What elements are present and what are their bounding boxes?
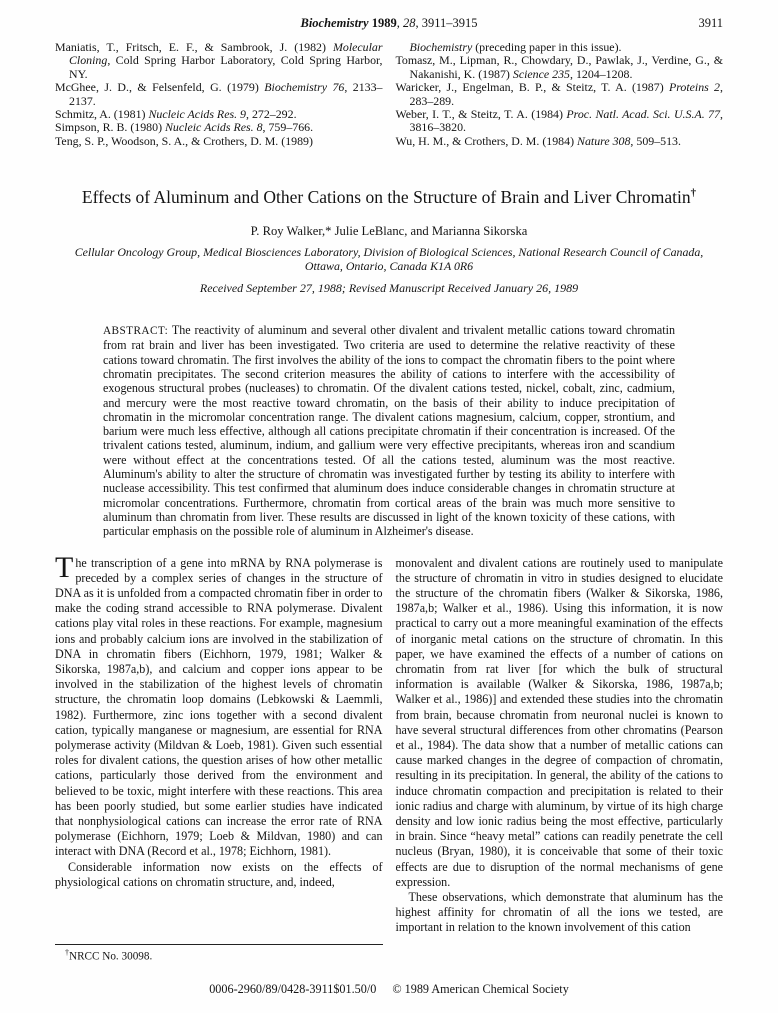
reference-item (55, 121, 383, 134)
body-columns (0, 539, 778, 936)
text-segment: Wu, H. M., & Crothers, D. M. (1984) (395, 133, 578, 148)
footnote-dagger: † (65, 947, 69, 957)
text-segment: Molecular Cloning (69, 40, 383, 68)
reference-item (55, 108, 383, 121)
footnote-rule (55, 944, 383, 945)
received-dates: Received September 27, 1988; Revised Manuscript Received January 26, 1989 (199, 281, 579, 296)
author-list: P. Roy Walker,* Julie LeBlanc, and Marianna Sikorska (250, 224, 528, 239)
text-segment: Schmitz, A. (1981) (55, 107, 149, 122)
body-paragraph: monovalent and divalent cations are routinely used to manipulate the structure of chromatin in vitro in studies designed to elucidate the structure of the chromatin fibers (Walker & Sikorska, 1986, 1987a,b; Walker et al., 1986). Using this information, it is now practical to carry out a more meaningful examination of the effects of inorganic metal cations on the structure of chromatin. In this paper, we have examined the effects of a number of cations on chromatin from rat liver [for which the bulk of structural information is available (Walker & Sikorska, 1986, 1987a,b; Walker et al., 1986)] and extended these studies into the chromatin from brain, because chromatin from neuronal nuclei is known to have several structural differences from other chromatins (Pearson et al., 1984). The data show that a number of metallic cations can cause marked changes in the degree of compaction of chromatin, resulting in its precipitation. In general, the ability of the cations to induce chromatin compaction and precipitation is related to their ionic radius and charge with aluminum, by virtue of its high charge density and low ionic radius being the most effective, particularly in brain. Since “heavy metal” cations can readily penetrate the cell nucleus (Bryan, 1980), it is conceivable that some of their toxic effects are due to disruption of the normal mechanisms of gene expression. (395, 555, 723, 889)
article-title-text: Effects of Aluminum and Other Cations on the Structure of Brain and Liver Chromatin (81, 187, 691, 208)
abstract (103, 323, 675, 538)
text-segment: Science 235 (512, 66, 570, 81)
running-head (0, 0, 778, 34)
text-segment: , 3911–3915 (415, 16, 478, 30)
text-segment: Nucleic Acids Res. 9 (148, 107, 246, 122)
abstract-label: ABSTRACT: (103, 325, 169, 338)
journal-citation (0, 16, 778, 31)
footnote-area (0, 936, 778, 963)
reference-item (55, 41, 383, 81)
text-segment: , Cold Spring Harbor Laboratory, Cold Spring Harbor, NY. (69, 53, 383, 81)
references-carryover (0, 34, 778, 148)
text-segment: , 3816–3820. (409, 107, 723, 135)
text-segment: Teng, S. P., Woodson, S. A., & Crothers, D. M. (1989) (55, 133, 313, 148)
text-segment: McGhee, J. D., & Felsenfeld, G. (1979) (55, 80, 265, 95)
text-segment: , 2133–2137. (69, 80, 383, 108)
text-segment: Simpson, R. B. (1980) (55, 120, 165, 135)
references-left-column (55, 41, 383, 148)
article-title (75, 182, 703, 209)
text-segment: 1989 (371, 16, 397, 30)
body-left-column (55, 550, 383, 936)
reference-item (55, 135, 383, 148)
footnote-body: NRCC No. 30098. (69, 950, 153, 963)
reference-item (396, 54, 724, 81)
reference-item (396, 135, 724, 148)
body-right-column (396, 556, 724, 936)
abstract-text: The reactivity of aluminum and several other divalent and trivalent metallic cations toward chromatin from rat brain and liver has been investigated. Two criteria are used to determine the relative reactivity of these cations toward chromatin. The first involves the ability of the ions to compact the chromatin fibers to the point where chromatin precipitates. The second criterion measures the ability of cations to interfere with the accessibility of exogenous structural probes (nucleases) to chromatin. Of the divalent cations tested, nickel, cobalt, zinc, cadmium, and mercury were the most reactive toward chromatin, on the basis of their ability to induce precipitation of chromatin in the micromolar concentration range. The divalent cations magnesium, calcium, copper, strontium, and barium were much less effective, although all cations precipitate chromatin if their concentration is increased. Of the trivalent cations tested, aluminum, indium, and gallium were very effective precipitants, whereas iron and scandium were without effect at the concentrations tested. Of all the cations tested, aluminum was the most reactive. Aluminum's ability to alter the structure of chromatin was investigated further by testing its ability to interfere with nuclease accessibility. This test confirmed that aluminum does induce considerable changes in chromatin structure at micromolar concentrations. Furthermore, chromatin from cortical areas of the brain was much more sensitive to aluminum than chromatin from liver. These results are discussed in light of the known toxicity of these cations, with particular emphasis on the possible role of aluminum in Alzheimer's disease. (103, 323, 675, 539)
copyright-line (0, 982, 778, 997)
text-segment: Tomasz, M., Lipman, R., Chowdary, D., Pawlak, J., Verdine, G., & Nakanishi, K. (1987) (395, 53, 723, 81)
text-segment: , (396, 16, 403, 30)
body-paragraph: The transcription of a gene into mRNA by RNA polymerase is preceded by a complex series of changes in the structure of DNA as it is unfolded from a compacted chromatin fiber in order to make the coding strand accessible to RNA polymerase. Divalent cations play vital roles in these reactions. For example, magnesium ions and probably calcium ions are involved in the stabilization of DNA in chromatin fibers (Eichhorn, 1979, 1981; Walker & Sikorska, 1987a,b), and calcium and copper ions appear to be involved in the stabilization of the highest levels of chromatin structure, the chromatin loop domains (Lebkowski & Laemmli, 1982). Furthermore, zinc ions together with a second divalent cation, typically manganese or magnesium, are essential for RNA polymerase activity (Mildvan & Loeb, 1981). Given such essential roles for divalent cations, the question arises of how other metallic cations, particularly those derived from the environment and believed to be toxic, might interfere with these reactions. This area has been poorly studied, but some earlier studies have indicated that nonphysiological cations can increase the error rate of RNA polymerase (Eichhorn, 1979; Loeb & Mildvan, 1980) and can interact with DNA (Record et al., 1978; Eichhorn, 1981). (55, 550, 383, 859)
text-segment: , 759–766. (262, 120, 314, 135)
text-segment: Biochemistry (300, 16, 372, 30)
body-paragraph: These observations, which demonstrate that aluminum has the highest affinity for chromatin of all the ions we tested, are important in relation to the known involvement of this cation (395, 890, 723, 935)
affiliation: Cellular Oncology Group, Medical Biosciences Laboratory, Division of Biological Sciences, National Research Council of Canada, Ottawa, Ontario, Canada K1A 0R6 (74, 245, 704, 274)
text-segment: Proc. Natl. Acad. Sci. U.S.A. 77 (566, 107, 721, 122)
text-segment: (preceding paper in this issue). (472, 40, 622, 54)
text-segment: 28 (402, 16, 416, 30)
text-segment: , 509–513. (630, 133, 681, 148)
text-segment: Weber, I. T., & Steitz, T. A. (1984) (395, 107, 567, 122)
reference-item (396, 81, 724, 108)
reference-item (396, 108, 724, 135)
reference-item (55, 81, 383, 108)
reference-item (396, 41, 724, 54)
body-paragraph: Considerable information now exists on the effects of physiological cations on chromatin structure, and, indeed, (55, 859, 383, 889)
text-segment: , 283–289. (409, 80, 723, 108)
text-segment: , 272–292. (246, 107, 297, 122)
text-segment: Nature 308 (577, 133, 631, 148)
text-segment: Biochemistry 76 (264, 80, 345, 95)
footnote-text (55, 948, 723, 963)
copyright-text: © 1989 American Chemical Society (392, 982, 569, 996)
text-segment: Proteins 2 (668, 80, 721, 95)
text-segment: Nucleic Acids Res. 8 (165, 120, 263, 135)
references-right-column (396, 41, 724, 148)
title-dagger: † (690, 187, 697, 200)
dropcap: T (55, 550, 74, 584)
text-segment: Waricker, J., Engelman, B. P., & Steitz, T. A. (1987) (395, 80, 669, 95)
text-segment: , 1204–1208. (570, 66, 633, 81)
issn-code: 0006-2960/89/0428-3911$01.50/0 (209, 982, 377, 996)
page-number: 3911 (698, 16, 723, 30)
text-segment: Biochemistry (409, 40, 473, 54)
text-segment: Maniatis, T., Fritsch, E. F., & Sambrook, J. (1982) (55, 40, 333, 54)
